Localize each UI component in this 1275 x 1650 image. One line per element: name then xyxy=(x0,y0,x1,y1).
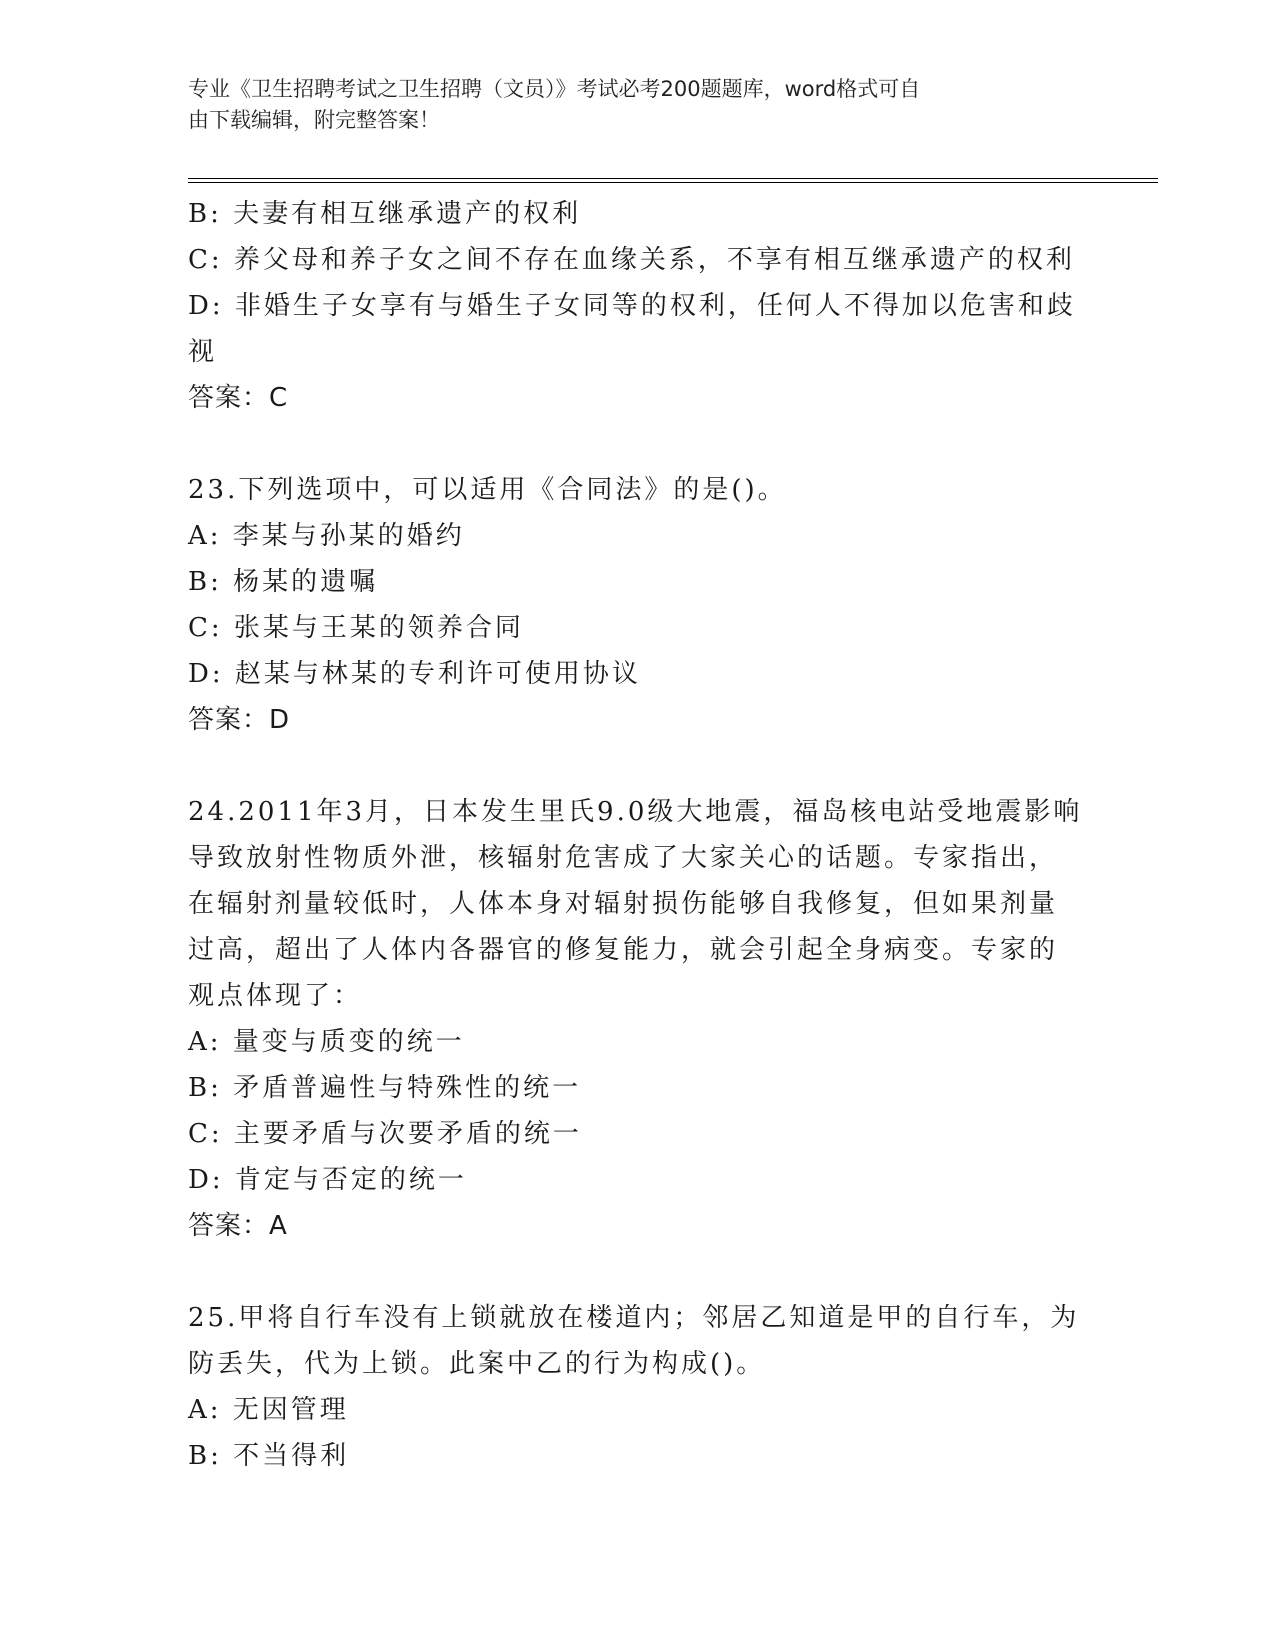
option-b: B: 夫妻有相互继承遗产的权利 xyxy=(188,199,582,229)
question-stem-line-1: 25.甲将自行车没有上锁就放在楼道内；邻居乙知道是甲的自行车，为 xyxy=(188,1303,1080,1333)
option-b: B: 杨某的遗嘱 xyxy=(188,567,379,597)
option-a: A: 无因管理 xyxy=(188,1395,349,1425)
question-stem-line-4: 过高，超出了人体内各器官的修复能力，就会引起全身病变。专家的 xyxy=(188,935,1059,965)
question-23 xyxy=(188,467,1078,743)
page-header xyxy=(188,74,1078,136)
header-line-1: 专业《卫生招聘考试之卫生招聘（文员）》考试必考200题题库，word格式可自 xyxy=(188,77,921,101)
option-c: C: 张某与王某的领养合同 xyxy=(188,613,524,643)
question-22-tail xyxy=(188,191,1078,421)
option-d: D: 非婚生子女享有与婚生子女同等的权利，任何人不得加以危害和歧 xyxy=(188,291,1076,321)
option-d-continued: 视 xyxy=(188,337,218,367)
question-25 xyxy=(188,1295,1078,1479)
spacer xyxy=(188,743,1078,789)
option-b: B: 不当得利 xyxy=(188,1441,350,1471)
option-c: C: 养父母和养子女之间不存在血缘关系，不享有相互继承遗产的权利 xyxy=(188,245,1075,275)
question-stem-line-2: 防丢失，代为上锁。此案中乙的行为构成()。 xyxy=(188,1349,766,1379)
question-stem-line-1: 24.2011年3月，日本发生里氏9.0级大地震，福岛核电站受地震影响 xyxy=(188,797,1083,827)
option-b: B: 矛盾普遍性与特殊性的统一 xyxy=(188,1073,582,1103)
answer-22: 答案：C xyxy=(188,383,289,413)
header-divider xyxy=(188,178,1158,183)
question-list xyxy=(188,191,1083,1479)
question-stem-line-3: 在辐射剂量较低时，人体本身对辐射损伤能够自我修复，但如果剂量 xyxy=(188,889,1059,919)
question-stem: 23.下列选项中，可以适用《合同法》的是()。 xyxy=(188,475,787,505)
spacer xyxy=(188,421,1078,467)
question-stem-line-5: 观点体现了： xyxy=(188,981,363,1011)
answer-24: 答案：A xyxy=(188,1211,288,1241)
option-a: A: 李某与孙某的婚约 xyxy=(188,521,465,551)
spacer xyxy=(188,1249,1078,1295)
option-c: C: 主要矛盾与次要矛盾的统一 xyxy=(188,1119,582,1149)
answer-23: 答案：D xyxy=(188,705,291,735)
question-stem-line-2: 导致放射性物质外泄，核辐射危害成了大家关心的话题。专家指出， xyxy=(188,843,1059,873)
option-d: D: 赵某与林某的专利许可使用协议 xyxy=(188,659,641,689)
option-d: D: 肯定与否定的统一 xyxy=(188,1165,467,1195)
header-line-2: 由下载编辑，附完整答案！ xyxy=(188,108,440,132)
option-a: A: 量变与质变的统一 xyxy=(188,1027,465,1057)
question-24 xyxy=(188,789,1083,1249)
